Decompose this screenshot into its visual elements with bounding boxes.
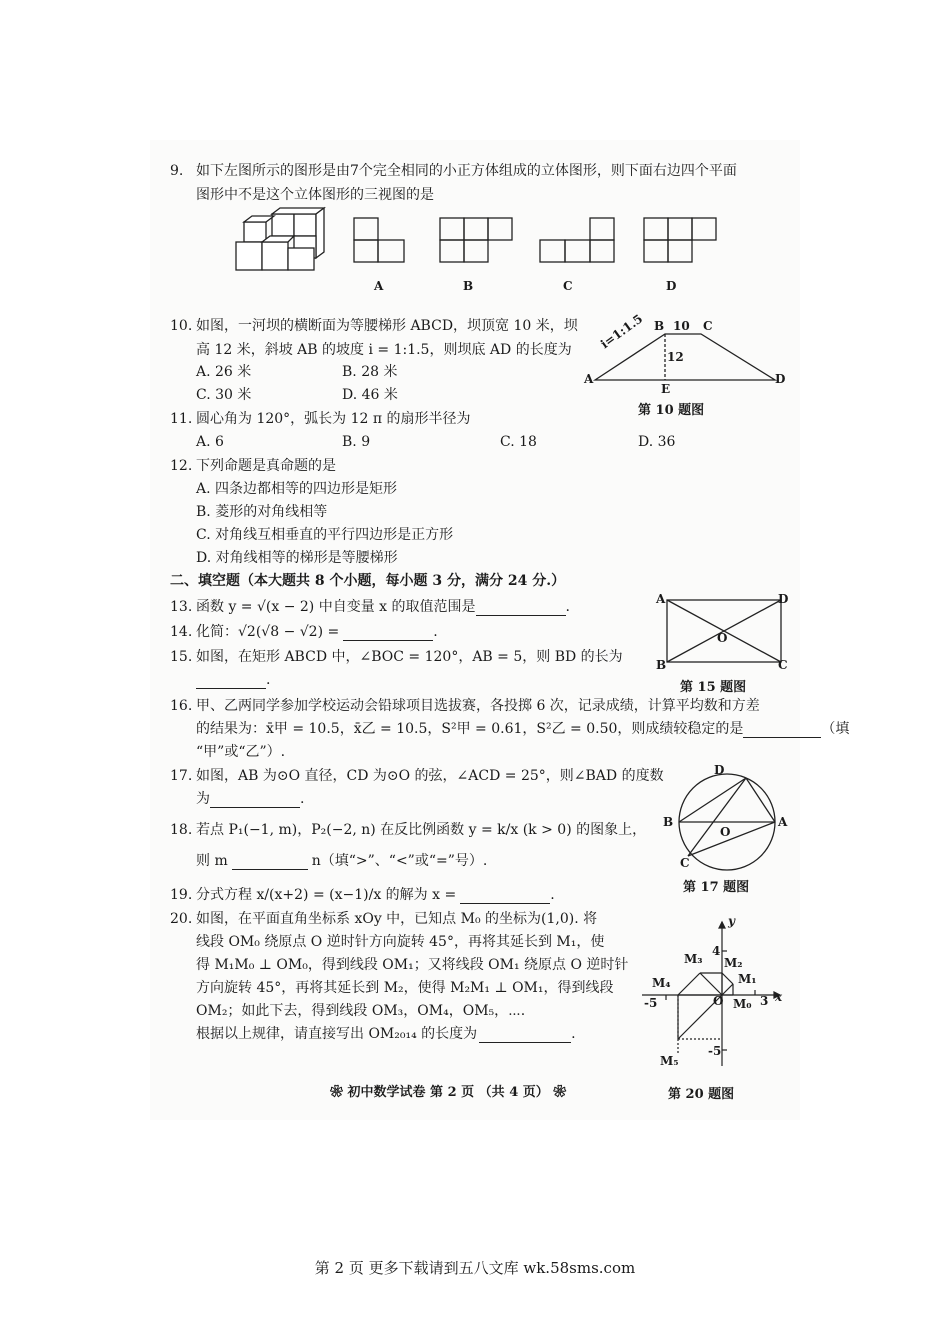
fig10-label-e: E: [661, 382, 671, 396]
fig10-label-d: D: [775, 372, 786, 386]
answer-blank[interactable]: [196, 674, 266, 689]
question-12-option-d: D. 对角线相等的梯形是等腰梯形: [196, 550, 398, 566]
question-15: [170, 648, 623, 666]
fig20-x-tick-3: 3: [760, 994, 769, 1008]
question-20: [170, 910, 597, 928]
question-14: [170, 623, 438, 641]
question-19: [170, 886, 555, 904]
cube-solid-figure: [232, 208, 332, 278]
view-option-b: [438, 216, 518, 266]
question-text: 如图，在平面直角坐标系 xOy 中，已知点 M₀ 的坐标为(1,0). 将: [196, 911, 598, 927]
fig20-label-m5: M₅: [660, 1054, 679, 1068]
answer-blank[interactable]: [232, 855, 308, 870]
fig20-origin: O: [713, 994, 724, 1008]
fig10-label-b: B: [654, 319, 665, 333]
question-text: 甲、乙两同学参加学校运动会铅球项目选拔赛，各投掷 6 次，记录成绩，计算平均数和方差: [196, 698, 760, 714]
fig15-label-d: D: [778, 592, 789, 606]
fig15-label-a: A: [656, 592, 666, 606]
question-16-line3: “甲”或“乙”）.: [196, 744, 286, 760]
question-text-end: .: [550, 887, 555, 903]
fig17-caption: 第 17 题图: [683, 880, 750, 895]
option-label-a: A: [374, 279, 384, 293]
question-text: 如图，一河坝的横断面为等腰梯形 ABCD，坝顶宽 10 米，坝: [196, 318, 578, 334]
question-text: 分式方程 x/(x+2) = (x−1)/x 的解为 x =: [196, 887, 457, 903]
exam-page-footer: ❀ 初中数学试卷 第 2 页 （共 4 页） ❀: [330, 1085, 567, 1100]
question-number: 17.: [170, 768, 193, 784]
question-text: n（填“>”、“<”或“=”号）.: [311, 853, 488, 869]
fig17-label-b: B: [663, 815, 674, 829]
question-12-option-c: C. 对角线互相垂直的平行四边形是正方形: [196, 527, 454, 543]
fig15-label-b: B: [656, 658, 667, 672]
question-text-end: .: [266, 672, 271, 688]
question-11: [170, 410, 471, 428]
question-text: 下列命题是真命题的是: [196, 458, 336, 474]
section-fill-in-blank: 二、填空题（本大题共 8 个小题，每小题 3 分，满分 24 分.）: [170, 573, 566, 589]
question-10-line2: 高 12 米，斜坡 AB 的坡度 i = 1:1.5，则坝底 AD 的长度为: [196, 342, 572, 358]
question-number: 9.: [170, 163, 184, 179]
question-number: 19.: [170, 887, 193, 903]
question-20-line3: 得 M₁M₀ ⊥ OM₀，得到线段 OM₁；又将线段 OM₁ 绕原点 O 逆时针: [196, 957, 629, 973]
view-option-d: [642, 216, 722, 266]
question-11-option-c: C. 18: [500, 434, 537, 450]
question-number: 18.: [170, 822, 193, 838]
question-10: [170, 317, 578, 335]
answer-blank[interactable]: [210, 793, 300, 808]
fig15-label-o: O: [717, 631, 728, 645]
question-17: [170, 767, 664, 785]
question-16: [170, 697, 760, 715]
question-number: 20.: [170, 911, 193, 927]
question-12-option-a: A. 四条边都相等的四边形是矩形: [196, 481, 398, 497]
question-number: 10.: [170, 318, 193, 334]
question-number: 16.: [170, 698, 193, 714]
question-text: 如图，AB 为⊙O 直径，CD 为⊙O 的弦，∠ACD = 25°，则∠BAD 的度数: [196, 768, 664, 784]
question-12: [170, 457, 336, 475]
question-20-line5: OM₂；如此下去，得到线段 OM₃，OM₄，OM₅，⋯.: [196, 1003, 526, 1019]
question-11-option-b: B. 9: [342, 434, 371, 450]
question-text-end: .: [433, 624, 438, 640]
question-20-line2: 线段 OM₀ 绕原点 O 逆时针方向旋转 45°，再将其延长到 M₁，使: [196, 934, 605, 950]
answer-blank[interactable]: [460, 889, 550, 904]
view-option-c: [538, 216, 618, 266]
question-text: 函数 y = √(x − 2) 中自变量 x 的取值范围是: [196, 599, 476, 615]
question-number: 15.: [170, 649, 193, 665]
fig20-label-m4: M₄: [652, 976, 671, 990]
fig10-label-c: C: [703, 319, 713, 333]
question-13: [170, 598, 570, 616]
fig20-label-m0: M₀: [733, 997, 752, 1011]
question-number: 12.: [170, 458, 193, 474]
question-text: 为: [196, 791, 210, 807]
question-17-line2: [196, 790, 304, 808]
question-12-option-b: B. 菱形的对角线相等: [196, 504, 328, 520]
question-16-line2: [196, 720, 849, 738]
question-text: 如图，在矩形 ABCD 中，∠BOC = 120°，AB = 5，则 BD 的长为: [196, 649, 623, 665]
question-18-line2: [196, 852, 487, 870]
question-text-end: .: [565, 599, 570, 615]
question-text: 的结果为：x̄甲 = 10.5，x̄乙 = 10.5，S²甲 = 0.61，S²乙 = 0.50，则成绩较稳定的是: [196, 721, 744, 737]
fig17-label-d: D: [714, 763, 725, 777]
question-text: 若点 P₁(−1, m)，P₂(−2, n) 在反比例函数 y = k/x (k > 0) 的图象上，: [196, 822, 647, 838]
answer-blank[interactable]: [343, 626, 433, 641]
fig20-x-tick-neg5: -5: [644, 996, 658, 1010]
question-text: 根据以上规律，请直接写出 OM₂₀₁₄ 的长度为: [196, 1026, 478, 1042]
question-20-line6: [196, 1025, 576, 1043]
fig15-caption: 第 15 题图: [680, 680, 747, 695]
question-text: 则 m: [196, 853, 228, 869]
fig20-label-m3: M₃: [684, 952, 703, 966]
question-18: [170, 821, 646, 839]
question-number: 11.: [170, 411, 193, 427]
question-text-end: .: [300, 791, 305, 807]
question-9-line2: 图形中不是这个立体图形的三视图的是: [196, 187, 434, 203]
question-text-end: .: [571, 1026, 576, 1042]
question-text: 如下左图所示的图形是由7个完全相同的小正方体组成的立体图形，则下面右边四个平面: [196, 163, 737, 179]
option-label-b: B: [463, 279, 474, 293]
view-option-a: [352, 216, 412, 266]
question-11-option-d: D. 36: [638, 434, 676, 450]
question-20-line4: 方向旋转 45°，再将其延长到 M₂，使得 M₂M₁ ⊥ OM₁，得到线段: [196, 980, 614, 996]
fig10-height: 12: [667, 350, 684, 364]
question-10-option-b: B. 28 米: [342, 364, 398, 380]
fig10-caption: 第 10 题图: [638, 403, 705, 418]
option-label-d: D: [666, 279, 677, 293]
question-text: 化简：√2(√8 − √2) =: [196, 624, 340, 640]
answer-blank[interactable]: [743, 723, 821, 738]
fig10-top-width: 10: [673, 319, 690, 333]
fig20-y-axis-label: y: [728, 914, 735, 928]
question-11-option-a: A. 6: [196, 434, 224, 450]
fig20-label-m1: M₁: [738, 972, 757, 986]
question-15-line2: [196, 671, 270, 689]
question-number: 13.: [170, 599, 193, 615]
fig17-label-o: O: [720, 825, 731, 839]
question-number: 14.: [170, 624, 193, 640]
question-10-option-d: D. 46 米: [342, 387, 398, 403]
option-label-c: C: [563, 279, 573, 293]
question-9: [170, 162, 737, 180]
answer-blank[interactable]: [476, 601, 566, 616]
question-10-option-a: A. 26 米: [196, 364, 252, 380]
fig17-label-c: C: [680, 856, 690, 870]
fig20-y-tick-neg5: -5: [708, 1044, 722, 1058]
fig20-label-m2: M₂: [724, 956, 743, 970]
fig17-label-a: A: [778, 815, 788, 829]
question-text: （填: [821, 721, 850, 737]
fig15-label-c: C: [778, 658, 788, 672]
question-text: 圆心角为 120°，弧长为 12 π 的扇形半径为: [196, 411, 471, 427]
answer-blank[interactable]: [479, 1028, 571, 1043]
download-footer: 第 2 页 更多下载请到五八文库 wk.58sms.com: [314, 1259, 636, 1277]
question-10-option-c: C. 30 米: [196, 387, 252, 403]
fig20-y-tick-4: 4: [712, 944, 721, 958]
fig20-x-axis-label: x: [775, 990, 783, 1004]
fig10-label-a: A: [584, 372, 594, 386]
circle-figure: [672, 770, 782, 870]
fig10-slope: i=1:1.5: [598, 311, 646, 352]
fig20-caption: 第 20 题图: [668, 1087, 735, 1102]
